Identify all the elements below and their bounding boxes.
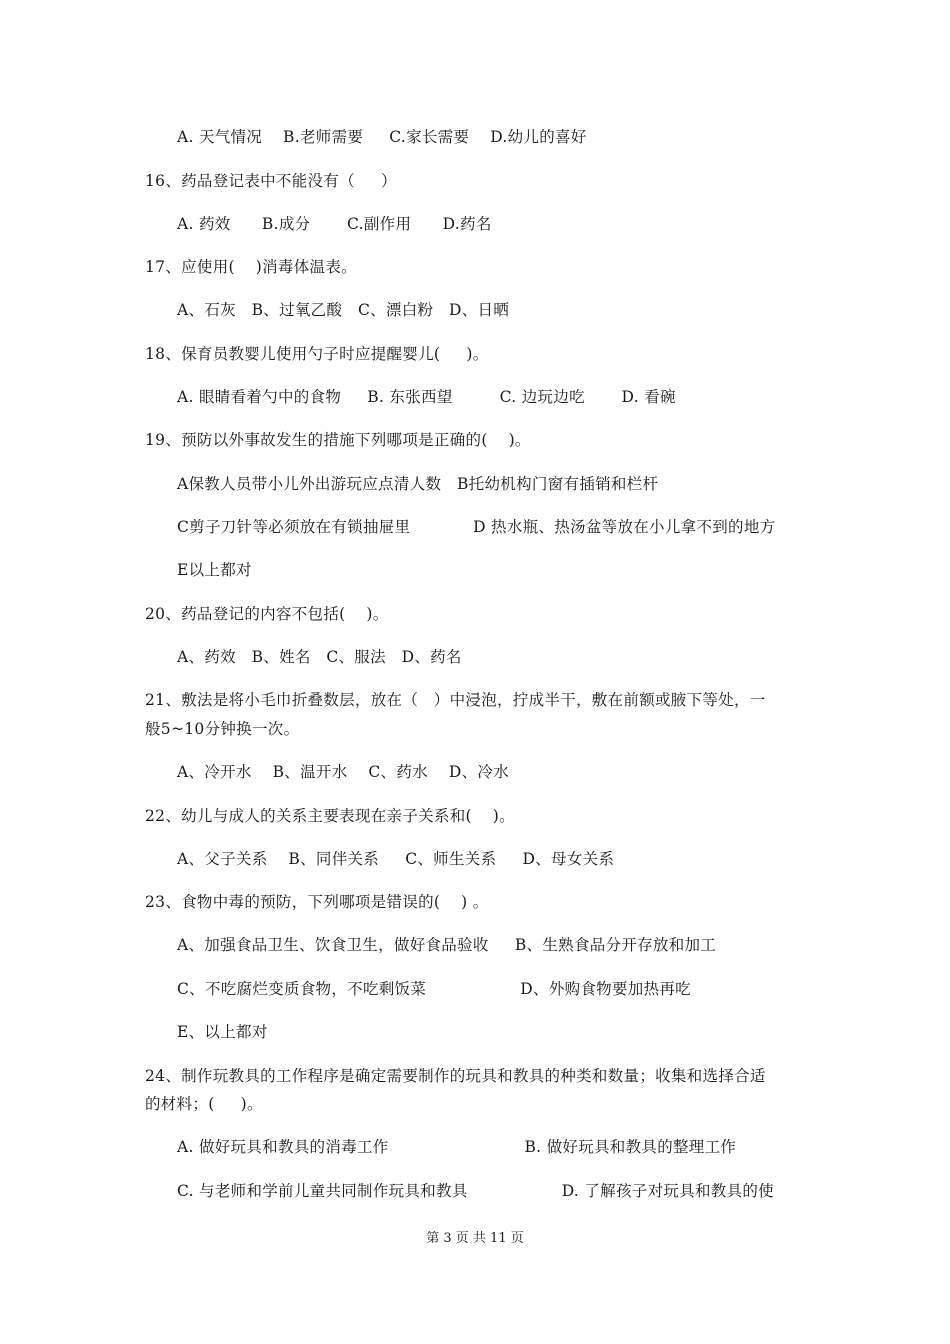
question-16: 16、药品登记表中不能没有（ ） <box>145 172 397 190</box>
q16-options: A. 药效 B.成分 C.副作用 D.药名 <box>177 215 492 233</box>
question-21-cont: 般5~10分钟换一次。 <box>145 720 300 738</box>
q20-options: A、药效 B、姓名 C、服法 D、药名 <box>177 648 462 666</box>
question-19: 19、预防以外事故发生的措施下列哪项是正确的( )。 <box>145 431 531 449</box>
question-20: 20、药品登记的内容不包括( )。 <box>145 605 389 623</box>
question-17: 17、应使用( )消毒体温表。 <box>145 258 357 276</box>
q24-options-cd: C. 与老师和学前儿童共同制作玩具和教具 D. 了解孩子对玩具和教具的使 <box>177 1182 774 1200</box>
q23-options-ab: A、加强食品卫生、饮食卫生，做好食品验收 B、生熟食品分开存放和加工 <box>177 936 717 954</box>
q23-option-e: E、以上都对 <box>177 1023 268 1041</box>
q19-options-ab: A保教人员带小儿外出游玩应点清人数 B托幼机构门窗有插销和栏杆 <box>177 475 659 493</box>
q19-options-cd: C剪子刀针等必须放在有锁抽屉里 D 热水瓶、热汤盆等放在小儿拿不到的地方 <box>177 518 776 536</box>
q18-options: A. 眼睛看着勺中的食物 B. 东张西望 C. 边玩边吃 D. 看碗 <box>177 388 676 406</box>
q17-options: A、石灰 B、过氧乙酸 C、漂白粉 D、日晒 <box>177 301 510 319</box>
question-24-cont: 的材料；( )。 <box>145 1095 263 1113</box>
question-22: 22、幼儿与成人的关系主要表现在亲子关系和( )。 <box>145 807 515 825</box>
q21-options: A、冷开水 B、温开水 C、药水 D、冷水 <box>177 763 509 781</box>
question-21: 21、敷法是将小毛巾折叠数层，放在（ ）中浸泡，拧成半干，敷在前额或腋下等处，一 <box>145 691 766 709</box>
q24-options-ab: A. 做好玩具和教具的消毒工作 B. 做好玩具和教具的整理工作 <box>177 1138 737 1156</box>
question-24: 24、制作玩教具的工作程序是确定需要制作的玩具和教具的种类和数量；收集和选择合适 <box>145 1067 766 1085</box>
page-footer: 第 3 页 共 11 页 <box>426 1231 524 1246</box>
q23-options-cd: C、不吃腐烂变质食物，不吃剩饭菜 D、外购食物要加热再吃 <box>177 980 691 998</box>
q15-options: A. 天气情况 B.老师需要 C.家长需要 D.幼儿的喜好 <box>177 128 587 146</box>
question-18: 18、保育员教婴儿使用勺子时应提醒婴儿( )。 <box>145 345 489 363</box>
q22-options: A、父子关系 B、同伴关系 C、师生关系 D、母女关系 <box>177 850 615 868</box>
question-23: 23、食物中毒的预防，下列哪项是错误的( ) 。 <box>145 893 489 911</box>
q19-option-e: E以上都对 <box>177 561 252 579</box>
